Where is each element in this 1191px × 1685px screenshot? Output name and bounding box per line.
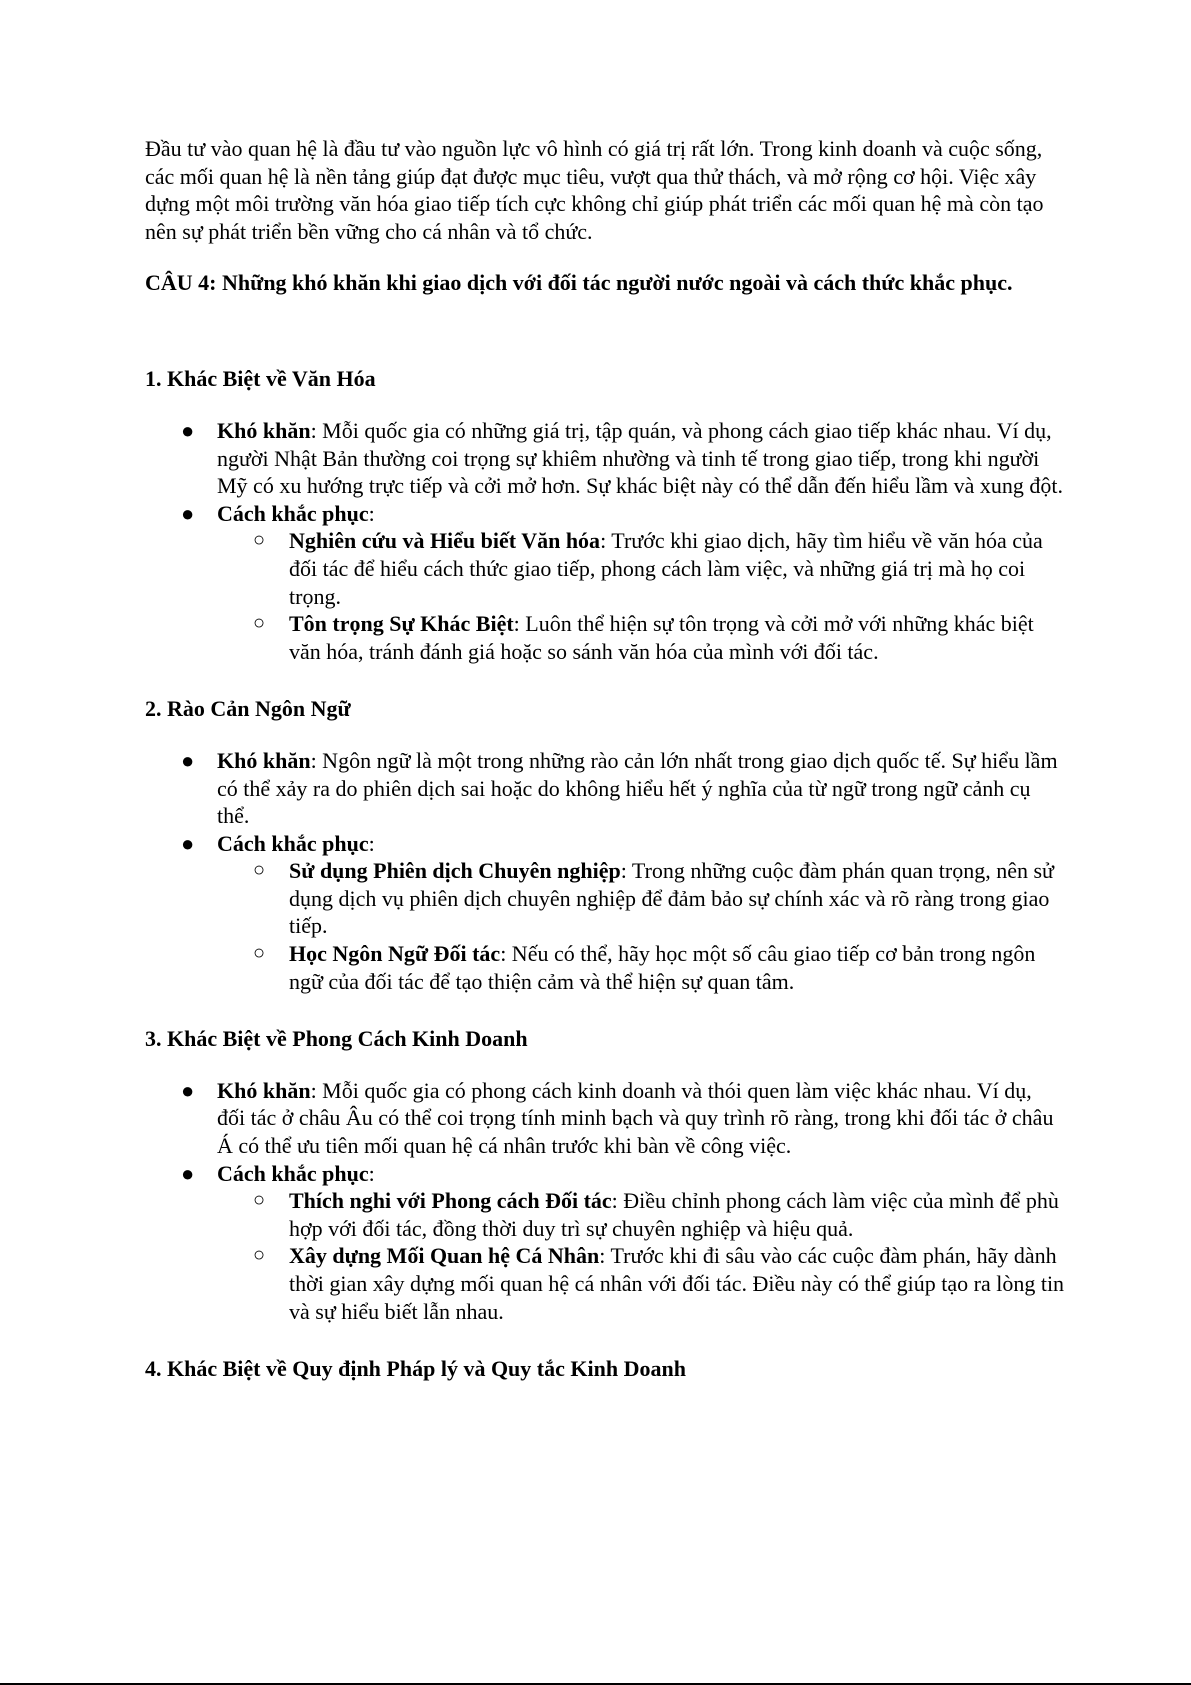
difficulty-text: : Ngôn ngữ là một trong những rào cản lớn nhất trong giao dịch quốc tế. Sự hiểu lầm có thể xảy ra do phiên dịch sai hoặc do không hiểu hết ý nghĩa của từ ngữ trong ngữ cảnh cụ thể. <box>217 747 1058 829</box>
intro-paragraph: Đầu tư vào quan hệ là đầu tư vào nguồn lực vô hình có giá trị rất lớn. Trong kinh doanh và cuộc sống, các mối quan hệ là nền tảng giúp đạt được mục tiêu, vượt qua thử thách, và mở rộng cơ hội. Việc xây dựng một môi trường văn hóa giao tiếp tích cực không chỉ giúp phát triển các mối quan hệ mà còn tạo nên sự phát triển bền vững cho cá nhân và tổ chức. <box>145 136 1044 244</box>
sub-bullet-list <box>217 1187 1065 1325</box>
bullet-dot-icon: ● <box>181 417 195 443</box>
sub-item-text: : Điều chỉnh phong cách làm việc của mình để phù hợp với đối tác, đồng thời duy trì sự chuyên nghiệp và hiệu quả. <box>289 1188 1059 1241</box>
document-page <box>145 135 1065 1383</box>
solution-label: Cách khắc phục <box>217 1160 369 1186</box>
bullet-dot-icon: ● <box>181 500 195 526</box>
bullet-list <box>145 1077 1065 1325</box>
sub-item <box>145 527 1065 610</box>
section-heading: 2. Rào Cản Ngôn Ngữ <box>145 696 351 722</box>
bullet-circle-icon: ○ <box>253 859 266 882</box>
sub-item <box>145 1242 1065 1325</box>
difficulty-label: Khó khăn <box>217 417 311 443</box>
difficulty-item <box>145 417 1065 500</box>
sub-item-label: Tôn trọng Sự Khác Biệt <box>289 611 514 637</box>
sub-item-label: Xây dựng Mối Quan hệ Cá Nhân <box>289 1243 600 1269</box>
difficulty-text: : Mỗi quốc gia có những giá trị, tập quán, và phong cách giao tiếp khác nhau. Ví dụ, người Nhật Bản thường coi trọng sự khiêm nhường và tinh tế trong giao tiếp, trong khi người Mỹ có xu hướng trực tiếp và cởi mở hơn. Sự khác biệt này có thể dẫn đến hiểu lầm và xung đột. <box>217 417 1064 499</box>
sub-item <box>145 610 1065 665</box>
solution-colon: : <box>368 1160 375 1186</box>
question-heading: CÂU 4: Những khó khăn khi giao dịch với đối tác người nước ngoài và cách thức khắc phục. <box>145 270 1013 296</box>
sub-bullet-list <box>217 527 1065 665</box>
section-heading: 1. Khác Biệt về Văn Hóa <box>145 366 376 392</box>
sub-item-text: : Trước khi đi sâu vào các cuộc đàm phán, hãy dành thời gian xây dựng mối quan hệ cá nhân với đối tác. Điều này có thể giúp tạo ra lòng tin và sự hiểu biết lẫn nhau. <box>289 1243 1065 1324</box>
sub-item-text: : Trước khi giao dịch, hãy tìm hiểu về văn hóa của đối tác để hiểu cách thức giao tiếp, phong cách làm việc, và những giá trị mà họ coi trọng. <box>289 528 1043 609</box>
bullet-list <box>145 417 1065 665</box>
bullet-circle-icon: ○ <box>253 1189 266 1212</box>
sub-item-label: Sử dụng Phiên dịch Chuyên nghiệp <box>289 858 621 884</box>
difficulty-item <box>145 747 1065 830</box>
bullet-dot-icon: ● <box>181 747 195 773</box>
sub-item-label: Thích nghi với Phong cách Đối tác <box>289 1188 612 1214</box>
sub-item <box>145 940 1065 995</box>
sub-item-text: : Trong những cuộc đàm phán quan trọng, nên sử dụng dịch vụ phiên dịch chuyên nghiệp để đảm bảo sự chính xác và rõ ràng trong giao tiếp. <box>289 858 1054 939</box>
sub-item-text: : Nếu có thể, hãy học một số câu giao tiếp cơ bản trong ngôn ngữ của đối tác để tạo thiện cảm và thể hiện sự quan tâm. <box>289 941 1036 994</box>
sub-item-text: : Luôn thể hiện sự tôn trọng và cởi mở với những khác biệt văn hóa, tránh đánh giá hoặc so sánh văn hóa của mình với đối tác. <box>289 611 1034 664</box>
section-3 <box>145 1025 1065 1325</box>
bullet-list <box>145 747 1065 995</box>
solution-colon: : <box>368 830 375 856</box>
bullet-dot-icon: ● <box>181 1077 195 1103</box>
sub-bullet-list <box>217 857 1065 995</box>
solution-colon: : <box>368 500 375 526</box>
bullet-dot-icon: ● <box>181 830 195 856</box>
sub-item <box>145 857 1065 940</box>
bullet-circle-icon: ○ <box>253 1244 266 1267</box>
difficulty-item <box>145 1077 1065 1160</box>
difficulty-text: : Mỗi quốc gia có phong cách kinh doanh và thói quen làm việc khác nhau. Ví dụ, đối tác ở châu Âu có thể coi trọng tính minh bạch và quy trình rõ ràng, trong khi đối tác ở châu Á có thể ưu tiên mối quan hệ cá nhân trước khi bàn về công việc. <box>217 1077 1054 1159</box>
sub-item-label: Nghiên cứu và Hiểu biết Văn hóa <box>289 528 601 554</box>
bullet-dot-icon: ● <box>181 1160 195 1186</box>
difficulty-label: Khó khăn <box>217 747 311 773</box>
section-1 <box>145 365 1065 665</box>
final-section-heading: 4. Khác Biệt về Quy định Pháp lý và Quy tắc Kinh Doanh <box>145 1356 686 1382</box>
bullet-circle-icon: ○ <box>253 942 266 965</box>
solution-item <box>145 830 1065 996</box>
sub-item-label: Học Ngôn Ngữ Đối tác <box>289 941 501 967</box>
solution-label: Cách khắc phục <box>217 830 369 856</box>
bullet-circle-icon: ○ <box>253 529 266 552</box>
solution-label: Cách khắc phục <box>217 500 369 526</box>
sub-item <box>145 1187 1065 1242</box>
solution-item <box>145 500 1065 666</box>
section-2 <box>145 695 1065 995</box>
bullet-circle-icon: ○ <box>253 612 266 635</box>
solution-item <box>145 1160 1065 1326</box>
section-heading: 3. Khác Biệt về Phong Cách Kinh Doanh <box>145 1026 528 1052</box>
difficulty-label: Khó khăn <box>217 1077 311 1103</box>
